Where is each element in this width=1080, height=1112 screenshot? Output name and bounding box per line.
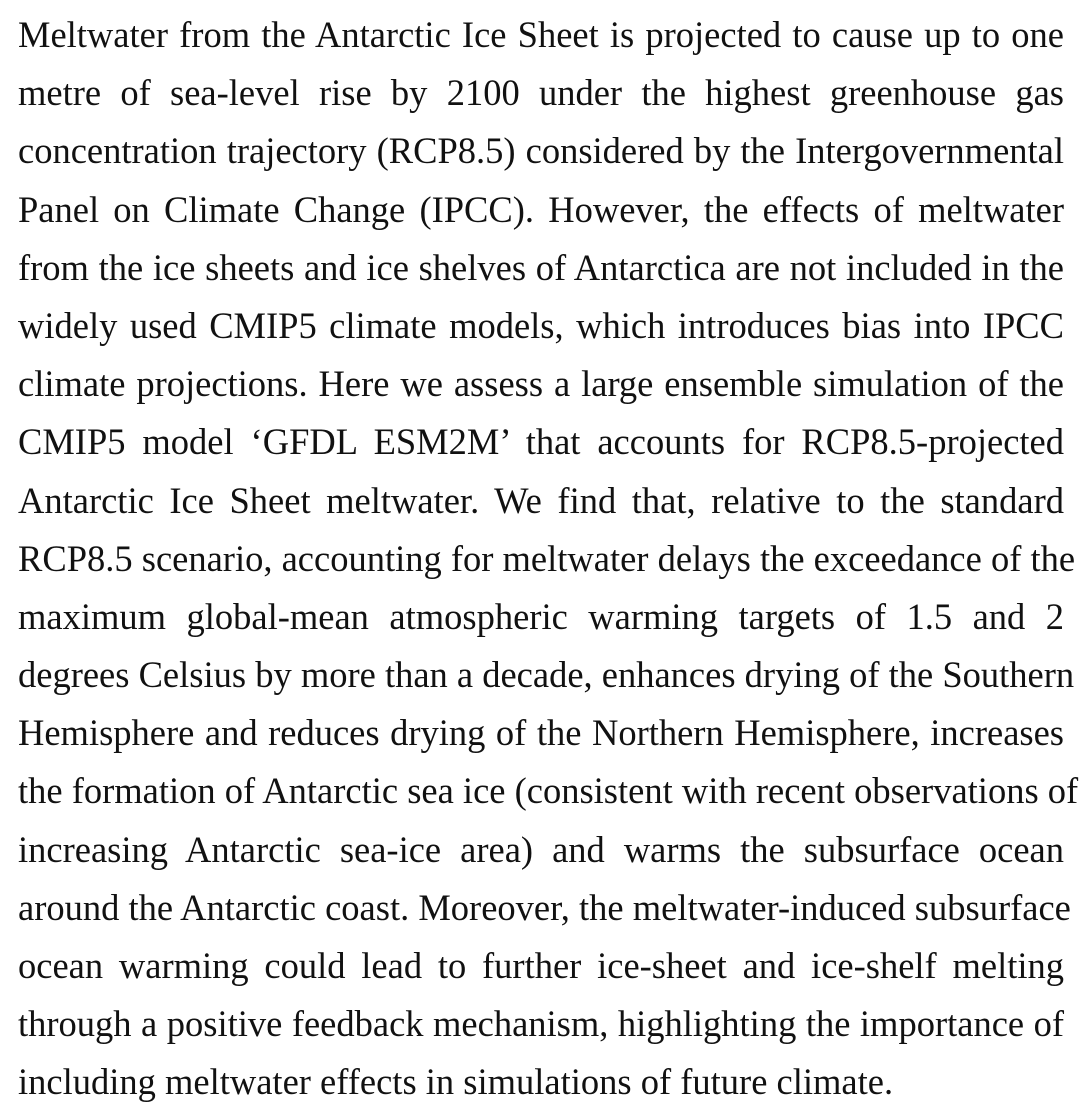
text-line: ocean warming could lead to further ice-sheet and ice-shelf melting <box>18 945 1064 986</box>
text-line: around the Antarctic coast. Moreover, the meltwater-induced subsurface <box>18 886 1071 928</box>
text-line: Antarctic Ice Sheet meltwater. We find that, relative to the standard <box>18 479 1064 521</box>
abstract-paragraph <box>18 6 1079 1112</box>
text-line: CMIP5 model ‘GFDL ESM2M’ that accounts for RCP8.5-projected <box>18 421 1064 463</box>
text-line: through a positive feedback mechanism, highlighting the importance of <box>18 1003 1064 1045</box>
text-line: Hemisphere and reduces drying of the Northern Hemisphere, increases <box>18 712 1064 754</box>
text-line: metre of sea-level rise by 2100 under the highest greenhouse gas <box>18 72 1064 114</box>
text-line: widely used CMIP5 climate models, which introduces bias into IPCC <box>18 304 1064 346</box>
text-line: the formation of Antarctic sea ice (consistent with recent observations of <box>18 770 1079 812</box>
text-line: climate projections. Here we assess a large ensemble simulation of the <box>18 363 1064 405</box>
text-line: degrees Celsius by more than a decade, enhances drying of the Southern <box>18 654 1075 696</box>
text-line: Panel on Climate Change (IPCC). However, the effects of meltwater <box>18 188 1064 230</box>
text-line: increasing Antarctic sea-ice area) and warms the subsurface ocean <box>18 828 1064 870</box>
text-line: from the ice sheets and ice shelves of Antarctica are not included in the <box>18 246 1064 288</box>
text-line: RCP8.5 scenario, accounting for meltwater delays the exceedance of the <box>18 537 1076 579</box>
text-line: maximum global-mean atmospheric warming targets of 1.5 and 2 <box>18 595 1064 637</box>
text-line: concentration trajectory (RCP8.5) considered by the Intergovernmental <box>18 130 1064 172</box>
text-line: including meltwater effects in simulations of future climate. <box>18 1061 894 1103</box>
text-line: Meltwater from the Antarctic Ice Sheet is projected to cause up to one <box>18 14 1064 55</box>
